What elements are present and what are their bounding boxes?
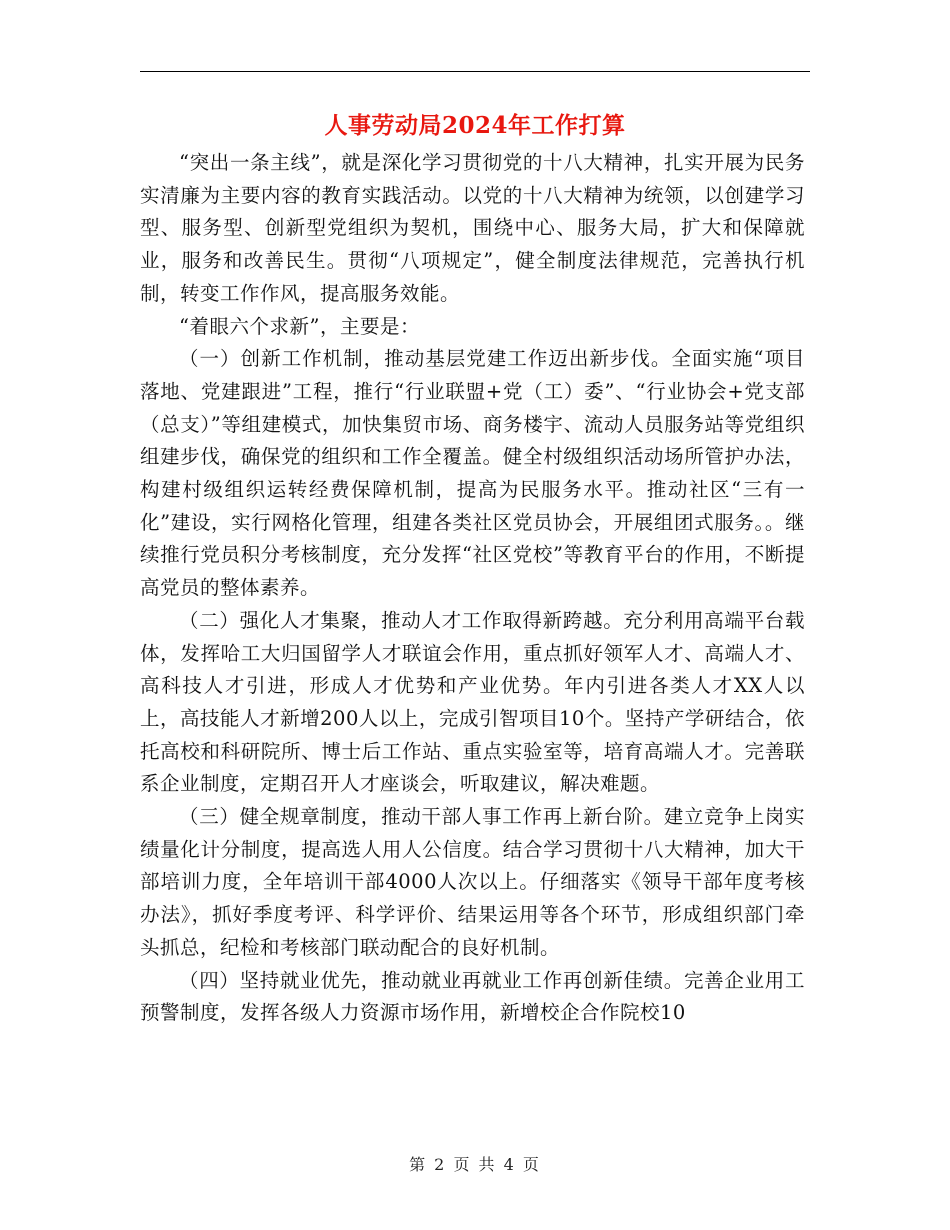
document-body	[140, 147, 805, 1030]
page-number-footer: 第 2 页 共 4 页	[409, 1155, 541, 1174]
paragraph-section-two: （二）强化人才集聚，推动人才工作取得新跨越。充分利用高端平台载体，发挥哈工大归国留学人才联谊会作用，重点抓好领军人才、高端人才、高科技人才引进，形成人才优势和产业优势。年内引进各类人才XX人以上，高技能人才新增200人以上，完成引智项目10个。坚持产学研结合，依托高校和科研院所、博士后工作站、重点实验室等，培育高端人才。完善联系企业制度，定期召开人才座谈会，听取建议，解决难题。	[140, 608, 805, 796]
paragraph-section-three: （三）健全规章制度，推动干部人事工作再上新台阶。建立竞争上岗实绩量化计分制度，提高选人用人公信度。结合学习贯彻十八大精神，加大干部培训力度，全年培训干部4000人次以上。仔细落实《领导干部年度考核办法》，抓好季度考评、科学评价、结果运用等各个环节，形成组织部门牵头抓总，纪检和考核部门联动配合的良好机制。	[140, 805, 805, 959]
paragraph-main-line: “突出一条主线”，就是深化学习贯彻党的十八大精神，扎实开展为民务实清廉为主要内容的教育实践活动。以党的十八大精神为统领，以创建学习型、服务型、创新型党组织为契机，围绕中心、服务大局，扩大和保障就业，服务和改善民生。贯彻“八项规定”，健全制度法律规范，完善执行机制，转变工作作风，提高服务效能。	[140, 151, 805, 305]
paragraph-section-one: （一）创新工作机制，推动基层党建工作迈出新步伐。全面实施“项目落地、党建跟进”工程，推行“行业联盟+党（工）委”、“行业协会+党支部（总支）”等组建模式，加快集贸市场、商务楼宇、流动人员服务站等党组织组建步伐，确保党的组织和工作全覆盖。健全村级组织活动场所管护办法，构建村级组织运转经费保障机制，提高为民服务水平。推动社区“三有一化”建设，实行网格化管理，组建各类社区党员协会，开展组团式服务。。继续推行党员积分考核制度，充分发挥“社区党校”等教育平台的作用，不断提高党员的整体素养。	[140, 347, 805, 600]
paragraph-six-innovations-intro: “着眼六个求新”，主要是：	[179, 314, 420, 338]
paragraph-section-four: （四）坚持就业优先，推动就业再就业工作再创新佳绩。完善企业用工预警制度，发挥各级人力资源市场作用，新增校企合作院校10	[140, 968, 805, 1025]
header-rule	[140, 71, 810, 72]
document-title: 人事劳动局2024年工作打算	[324, 112, 626, 139]
